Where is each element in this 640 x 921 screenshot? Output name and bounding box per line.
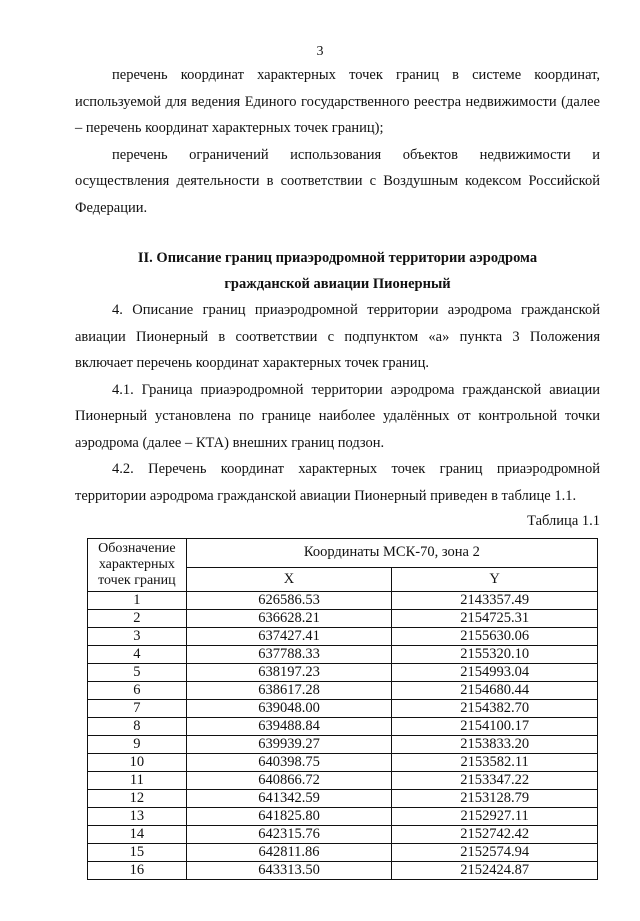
- cell-x: 638197.23: [186, 664, 392, 682]
- cell-x: 637788.33: [186, 646, 392, 664]
- table-row: [88, 790, 598, 808]
- cell-y: 2153128.79: [392, 790, 598, 808]
- paragraph-4-2: 4.2. Перечень координат характерных точек границ приаэродромной территории аэродрома гражданской авиации Пионерный приведен в таблице 1.1.: [75, 461, 600, 504]
- header-y: Y: [392, 567, 598, 591]
- intro-paragraph-coordinates-list: перечень координат характерных точек границ в системе координат, используемой для ведения Единого государственного реестра недвижимости (далее – перечень координат характерных точек границ);: [75, 67, 600, 136]
- cell-point: 10: [88, 754, 187, 772]
- cell-point: 5: [88, 664, 187, 682]
- cell-point: 12: [88, 790, 187, 808]
- cell-x: 639488.84: [186, 718, 392, 736]
- table-caption: Таблица 1.1: [527, 513, 600, 529]
- cell-point: 4: [88, 646, 187, 664]
- header-point-designation: Обозначение характерных точек границ: [88, 539, 187, 592]
- table-row: [88, 592, 598, 610]
- table-row: [88, 664, 598, 682]
- cell-point: 16: [88, 862, 187, 880]
- cell-x: 626586.53: [186, 592, 392, 610]
- cell-y: 2153582.11: [392, 754, 598, 772]
- cell-y: 2143357.49: [392, 592, 598, 610]
- cell-point: 2: [88, 610, 187, 628]
- paragraph-4-1: 4.1. Граница приаэродромной территории аэродрома гражданской авиации Пионерный установлена по границе наиболее удалённых от контрольной точки аэродрома (далее – КТА) внешних границ подзон.: [75, 381, 600, 451]
- cell-y: 2154382.70: [392, 700, 598, 718]
- cell-x: 642811.86: [186, 844, 392, 862]
- cell-y: 2154100.17: [392, 718, 598, 736]
- header-coordinates: Координаты МСК-70, зона 2: [186, 539, 597, 568]
- cell-y: 2153347.22: [392, 772, 598, 790]
- section-heading: [75, 245, 600, 297]
- table-row: [88, 610, 598, 628]
- cell-point: 13: [88, 808, 187, 826]
- cell-y: 2152574.94: [392, 844, 598, 862]
- cell-x: 642315.76: [186, 826, 392, 844]
- cell-point: 3: [88, 628, 187, 646]
- cell-point: 9: [88, 736, 187, 754]
- coordinates-table: [87, 538, 598, 880]
- cell-point: 11: [88, 772, 187, 790]
- table-row: [88, 754, 598, 772]
- cell-x: 641825.80: [186, 808, 392, 826]
- cell-point: 7: [88, 700, 187, 718]
- cell-point: 1: [88, 592, 187, 610]
- table-row: [88, 682, 598, 700]
- table-row: [88, 826, 598, 844]
- table-row: [88, 646, 598, 664]
- cell-point: 15: [88, 844, 187, 862]
- table-body: [88, 592, 598, 880]
- page-number: 3: [316, 44, 324, 59]
- cell-point: 8: [88, 718, 187, 736]
- cell-x: 639939.27: [186, 736, 392, 754]
- cell-x: 639048.00: [186, 700, 392, 718]
- cell-y: 2152424.87: [392, 862, 598, 880]
- document-body: [75, 62, 600, 880]
- cell-y: 2152742.42: [392, 826, 598, 844]
- cell-x: 637427.41: [186, 628, 392, 646]
- spacer: [75, 221, 600, 245]
- cell-point: 6: [88, 682, 187, 700]
- cell-y: 2155630.06: [392, 628, 598, 646]
- paragraph-4: 4. Описание границ приаэродромной территории аэродрома гражданской авиации Пионерный в соответствии с подпунктом «а» пункта 3 Положения включает перечень координат характерных точек границ.: [75, 302, 600, 371]
- cell-x: 640866.72: [186, 772, 392, 790]
- table-row: [88, 862, 598, 880]
- section-heading-line-2: гражданской авиации Пионерный: [224, 276, 451, 292]
- header-x: X: [186, 567, 392, 591]
- table-row: [88, 628, 598, 646]
- cell-x: 640398.75: [186, 754, 392, 772]
- cell-x: 638617.28: [186, 682, 392, 700]
- cell-x: 641342.59: [186, 790, 392, 808]
- cell-y: 2153833.20: [392, 736, 598, 754]
- cell-y: 2152927.11: [392, 808, 598, 826]
- cell-x: 636628.21: [186, 610, 392, 628]
- table-row: [88, 700, 598, 718]
- cell-y: 2154993.04: [392, 664, 598, 682]
- table-row: [88, 736, 598, 754]
- section-heading-line-1: II. Описание границ приаэродромной территории аэродрома: [137, 250, 538, 266]
- table-row: [88, 718, 598, 736]
- table-row: [88, 808, 598, 826]
- table-row: [88, 772, 598, 790]
- cell-point: 14: [88, 826, 187, 844]
- cell-y: 2155320.10: [392, 646, 598, 664]
- table-row: [88, 844, 598, 862]
- cell-y: 2154680.44: [392, 682, 598, 700]
- cell-y: 2154725.31: [392, 610, 598, 628]
- cell-x: 643313.50: [186, 862, 392, 880]
- intro-paragraph-restrictions-list: перечень ограничений использования объектов недвижимости и осуществления деятельности в соответствии с Воздушным кодексом Российской Федерации.: [75, 146, 600, 216]
